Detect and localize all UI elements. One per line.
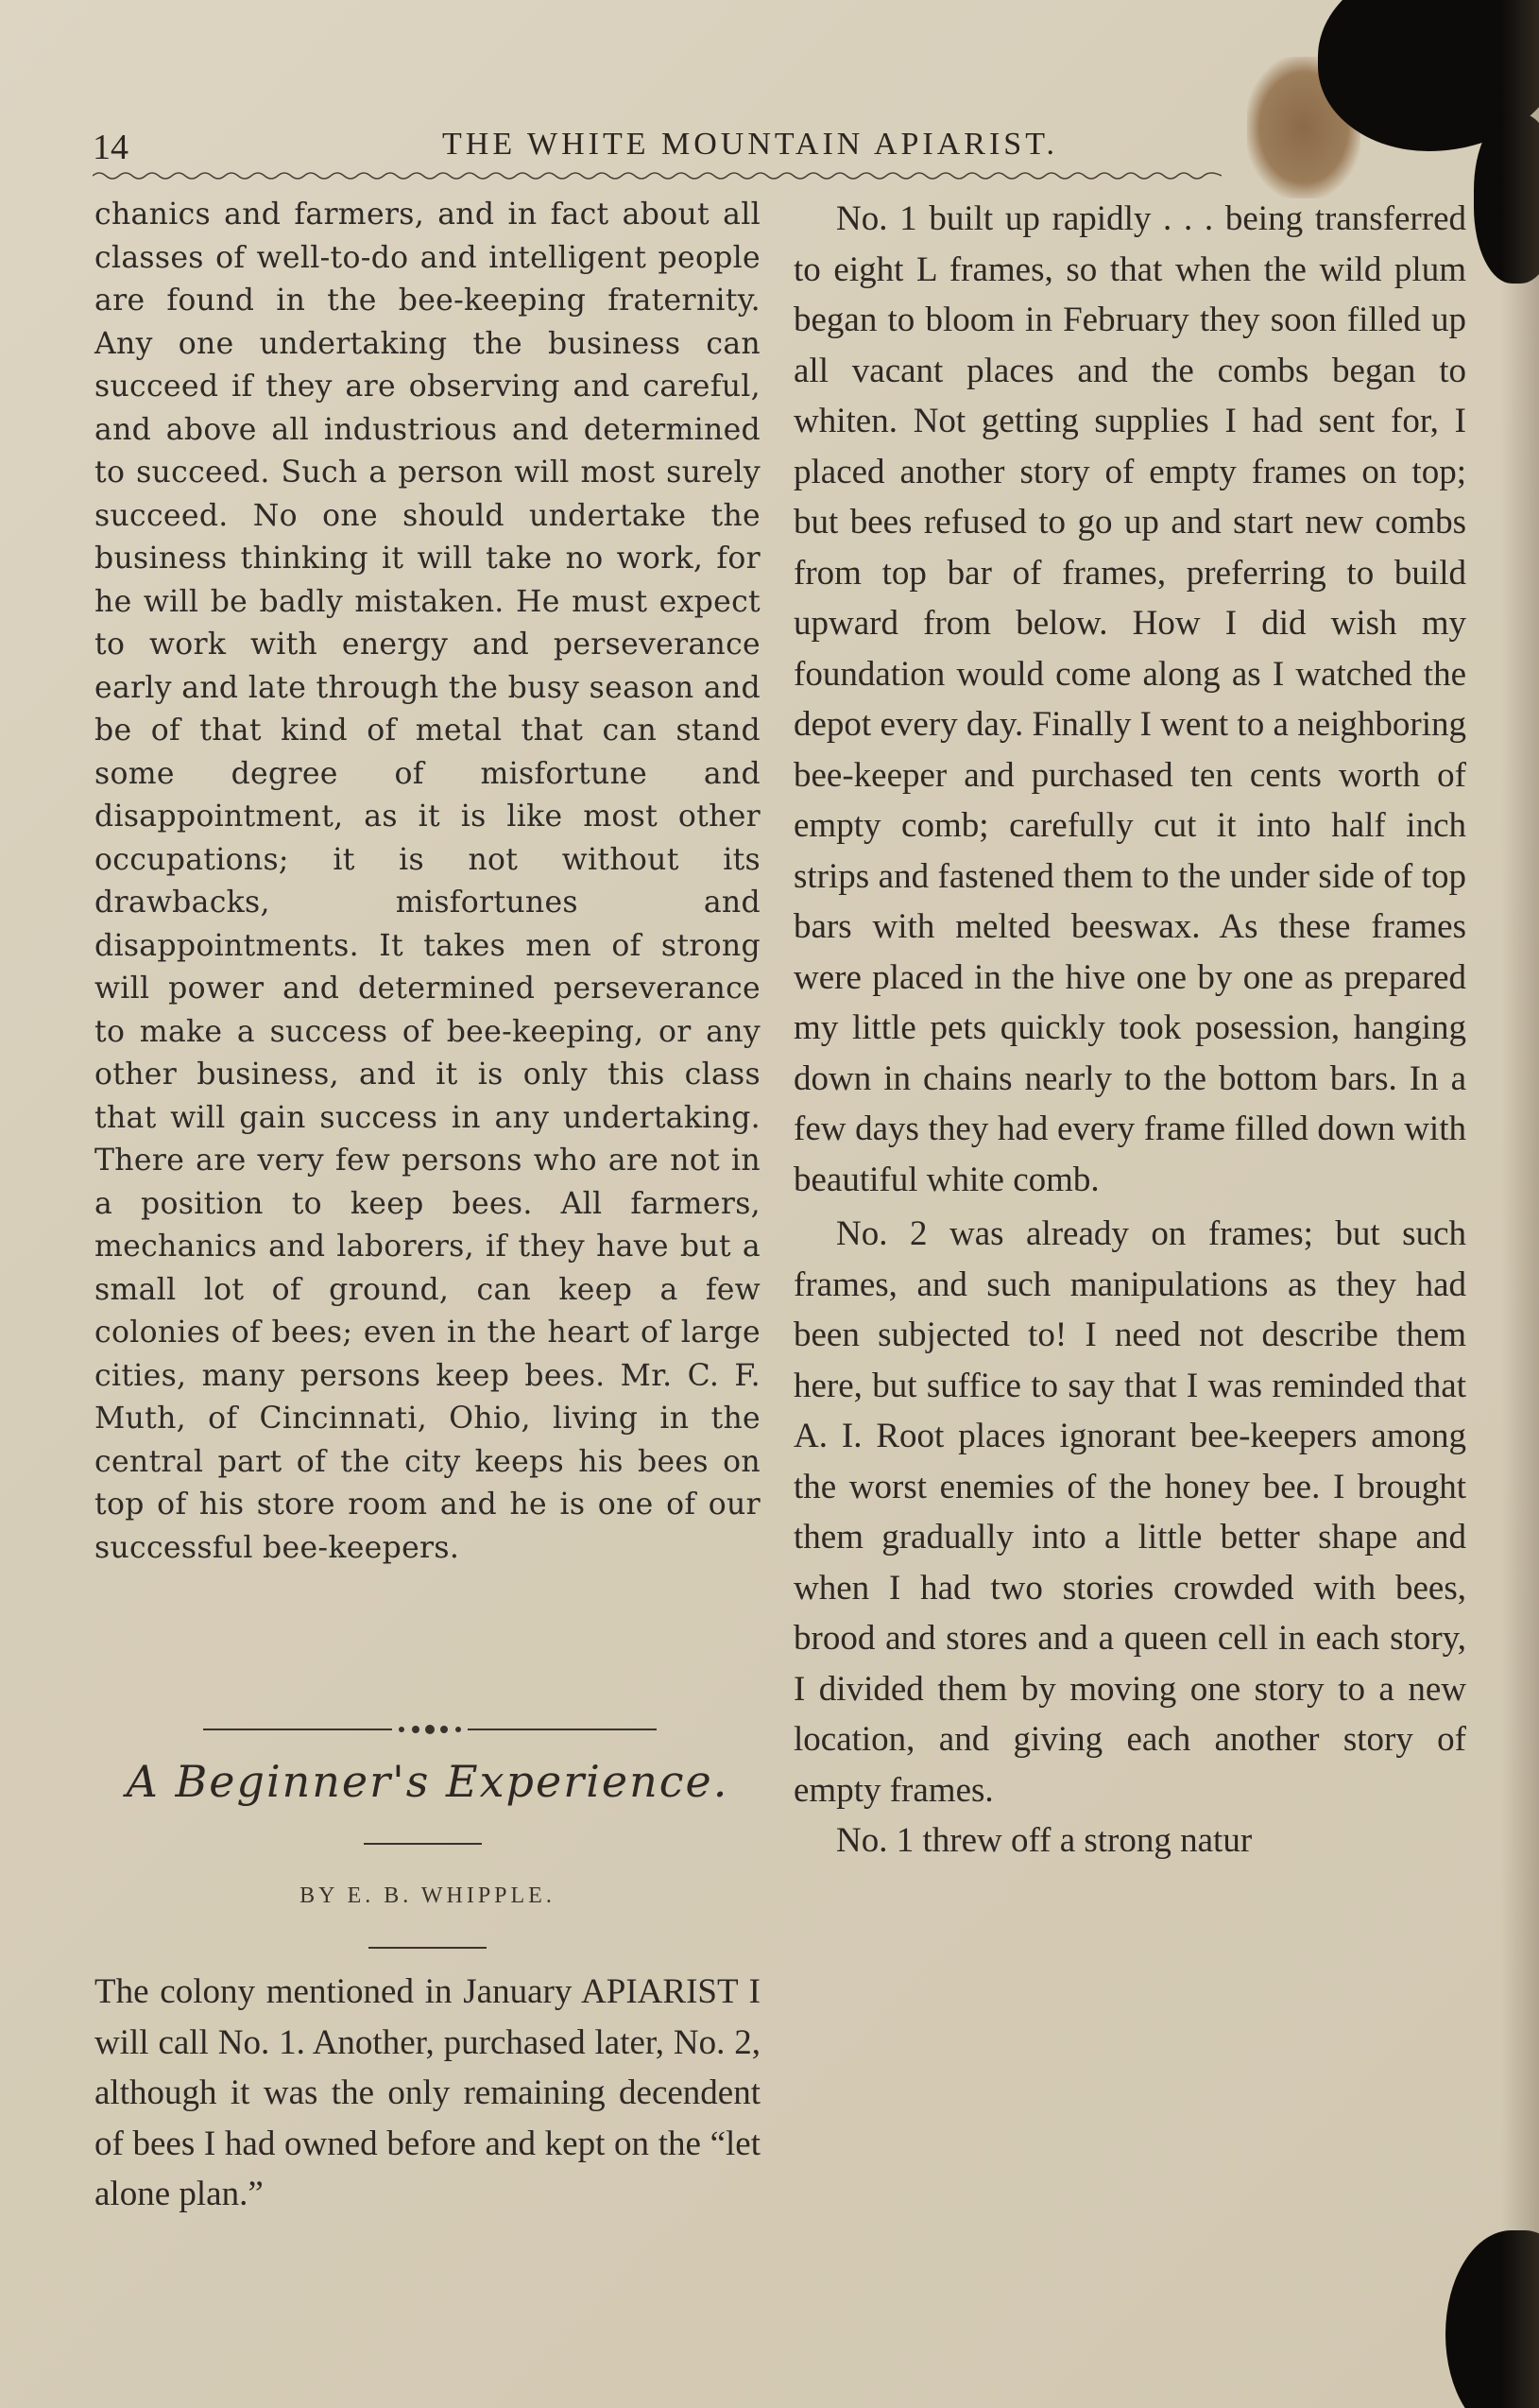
right-column (794, 194, 1466, 1866)
title-rule (364, 1843, 482, 1845)
left-column-paragraph: chanics and farmers, and in fact about all classes of well-to-do and intelligent people are found in the bee-keeping fraternity. Any one undertaking the business can succeed if they are observing and careful, and above all industrious and determined to succeed. Such a person will most surely succeed. No one should undertake the business thinking it will take no work, for he will be badly mistaken. He must expect to work with energy and perseverance early and late through the busy season and be of that kind of metal that can stand some degree of misfortune and disappointment, as it is like most other occupations; it is not without its drawbacks, misfortunes and disappointments. It takes men of strong will power and determined perseverance to make a success of bee-keeping, or any other business, and it is only this class that will gain success in any undertaking. There are very few persons who are not in a position to keep bees. All farmers, mechanics and laborers, if they have but a small lot of ground, can keep a few colonies of bees; even in the heart of large cities, many persons keep bees. Mr. C. F. Muth, of Cincinnati, Ohio, living in the central part of the city keeps his bees on top of his store room and he is one of our successful bee-keepers. (94, 198, 761, 1565)
page-edge-shadow (1501, 0, 1539, 2408)
page-number: 14 (93, 128, 128, 167)
section-divider-ornament (203, 1718, 657, 1741)
byline-rule (368, 1947, 487, 1949)
header-wavy-rule (93, 168, 1222, 183)
article-byline: BY E. B. WHIPPLE. (299, 1883, 556, 1908)
left-column (94, 194, 761, 1570)
article-title: A Beginner's Experience. (126, 1756, 729, 1807)
running-title: THE WHITE MOUNTAIN APIARIST. (442, 127, 1058, 162)
right-column-paragraph: No. 2 was already on frames; but such frames, and such manipulations as they had been subjected to! I need not describe them here, but suffice to say that I was reminded that A. I. Root places ignorant bee-keepers among the worst enemies of the honey bee. I brought them gradually into a little better shape and when I had two stories crowded with bees, brood and stores and a queen cell in each story, I divided them by moving one story to a new location, and giving each another story of empty frames. (794, 1214, 1466, 1810)
right-column-paragraph: No. 1 threw off a strong natur (836, 1821, 1253, 1860)
right-column-paragraph: No. 1 built up rapidly . . . being transferred to eight L frames, so that when the wild plum began to bloom in February they soon filled up all vacant places and the combs began to whiten. Not getting supplies I had sent for, I placed another story of empty frames on top; but bees refused to go up and start new combs from top bar of frames, preferring to build upward from below. How I did wish my foundation would come along as I watched the depot every day. Finally I went to a neighboring bee-keeper and purchased ten cents worth of empty comb; carefully cut it into half inch strips and fastened them to the under side of top bars with melted beeswax. As these frames were placed in the hive one by one as prepared my little pets quickly took posession, hanging down in chains nearly to the bottom bars. In a few days they had every frame filled down with beautiful white comb. (794, 199, 1466, 1199)
article-intro: The colony mentioned in January APIARIST I will call No. 1. Another, purchased later, No. 2, although it was the only remaining decendent of bees I had owned before and kept on the “let alone plan.” (94, 1972, 761, 2213)
page-header (93, 121, 1368, 168)
